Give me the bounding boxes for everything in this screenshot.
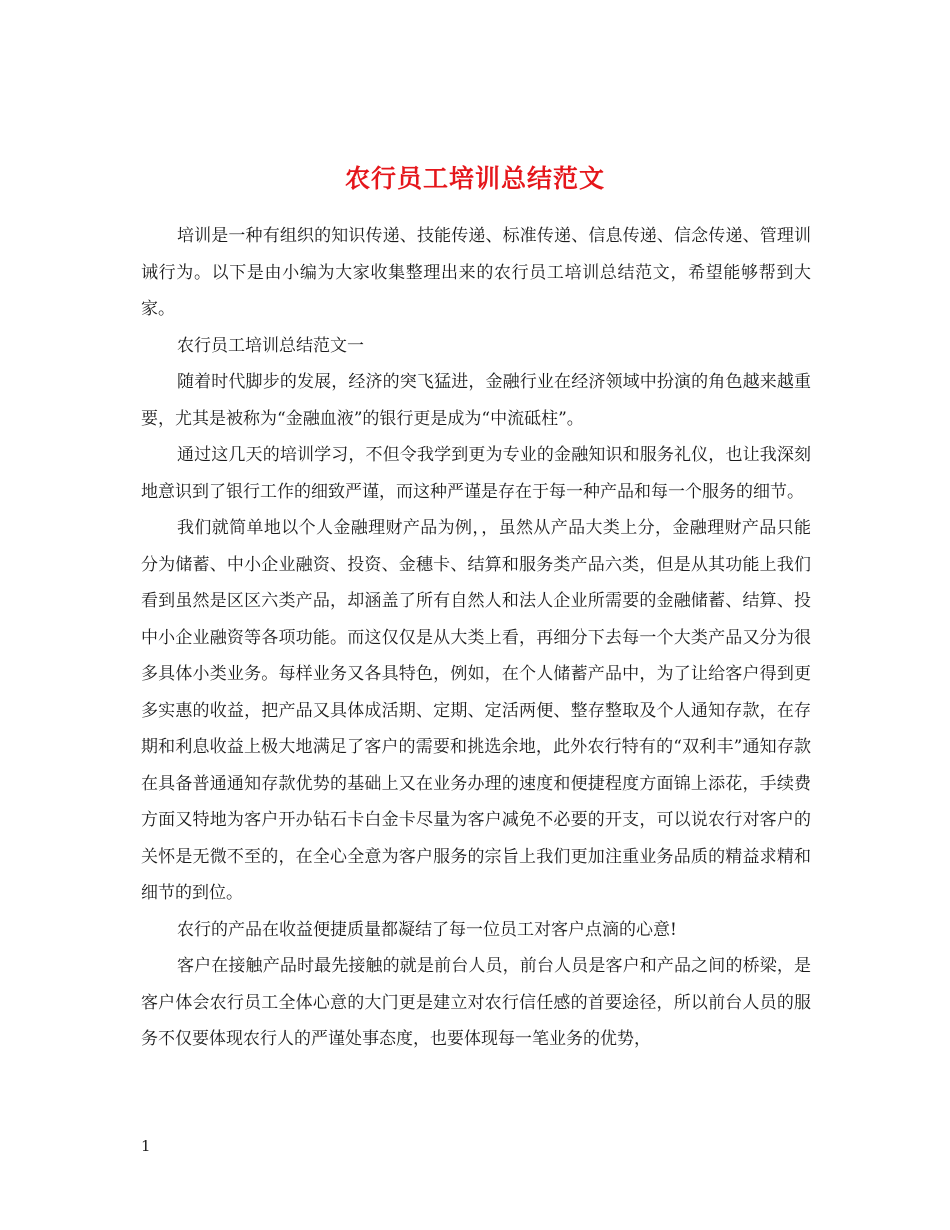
paragraph-4: 农行的产品在收益便捷质量都凝结了每一位员工对客户点滴的心意!	[177, 919, 677, 940]
document-body	[141, 218, 811, 1058]
paragraph-5: 客户在接触产品时最先接触的就是前台人员，前台人员是客户和产品之间的桥梁，是客户体会农行员工全体心意的大门更是建立对农行信任感的首要途径，所以前台人员的服务不仅要体现农行人的严谨处事态度，也要体现每一笔业务的优势，	[141, 956, 811, 1049]
paragraph-1: 随着时代脚步的发展，经济的突飞猛进，金融行业在经济领域中扮演的角色越来越重要，尤其是被称为“金融血液”的银行更是成为“中流砥柱”。	[141, 372, 811, 429]
document-title: 农行员工培训总结范文	[344, 163, 605, 193]
paragraph-2: 通过这几天的培训学习，不但令我学到更为专业的金融知识和服务礼仪，也让我深刻地意识到了银行工作的细致严谨，而这种严谨是存在于每一种产品和每一个服务的细节。	[141, 445, 811, 502]
page-number: 1	[141, 1137, 151, 1155]
paragraph-section-heading: 农行员工培训总结范文一	[177, 335, 364, 356]
paragraph-intro: 培训是一种有组织的知识传递、技能传递、标准传递、信息传递、信念传递、管理训诫行为。以下是由小编为大家收集整理出来的农行员工培训总结范文，希望能够帮到大家。	[141, 226, 811, 319]
paragraph-3: 我们就简单地以个人金融理财产品为例，，虽然从产品大类上分，金融理财产品只能分为储蓄、中小企业融资、投资、金穗卡、结算和服务类产品六类，但是从其功能上我们看到虽然是区区六类产品，却涵盖了所有自然人和法人企业所需要的金融储蓄、结算、投中小企业融资等各项功能。而这仅仅是从大类上看，再细分下去每一个大类产品又分为很多具体小类业务。每样业务又各具特色，例如，在个人储蓄产品中，为了让给客户得到更多实惠的收益，把产品又具体成活期、定期、定活两便、整存整取及个人通知存款，在存期和利息收益上极大地满足了客户的需要和挑选余地，此外农行特有的“双利丰”通知存款在具备普通通知存款优势的基础上又在业务办理的速度和便捷程度方面锦上添花，手续费方面又特地为客户开办钻石卡白金卡尽量为客户减免不必要的开支，可以说农行对客户的关怀是无微不至的，在全心全意为客户服务的宗旨上我们更加注重业务品质的精益求精和细节的到位。	[141, 518, 811, 903]
